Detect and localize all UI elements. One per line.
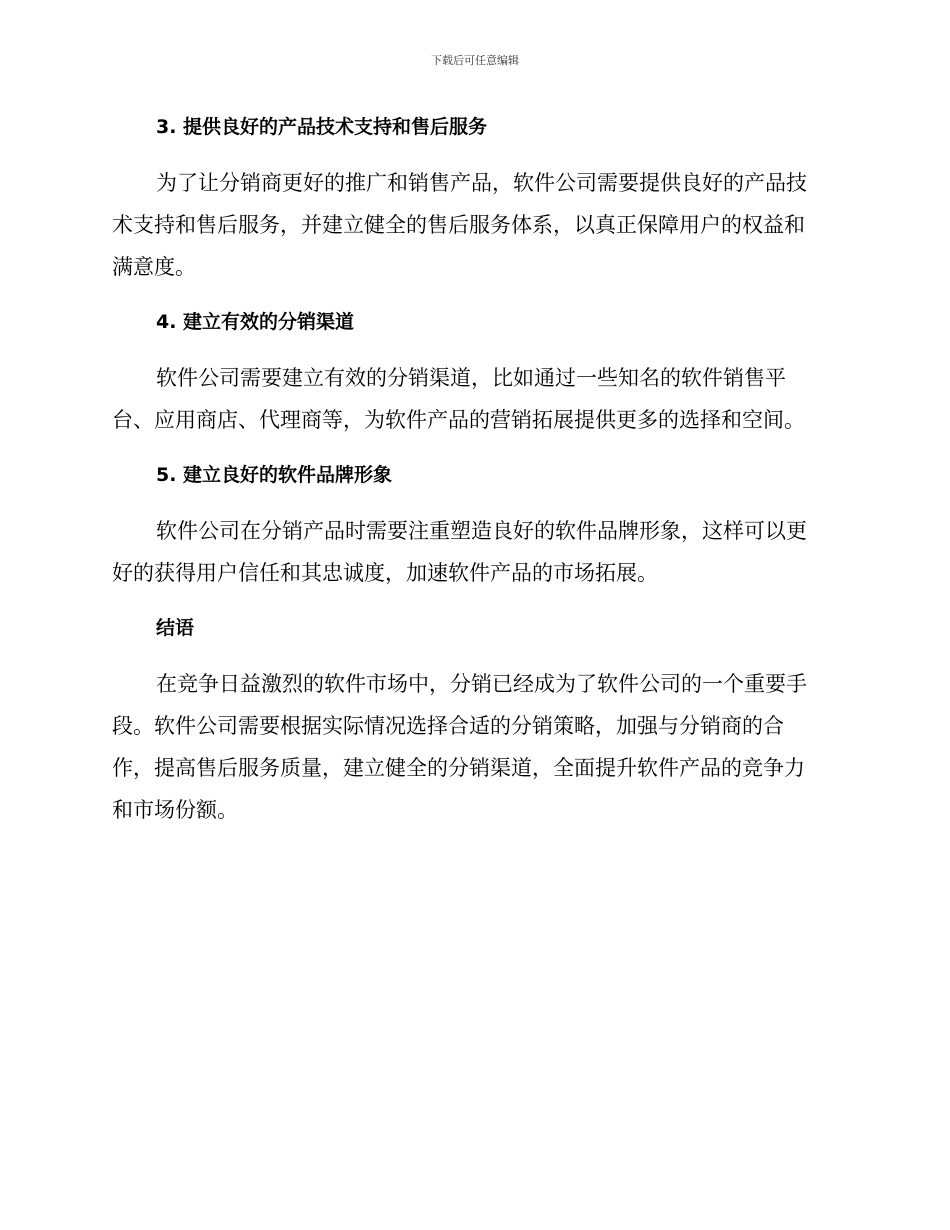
paragraph-line: 软件公司在分销产品时需要注重塑造良好的软件品牌形象，这样可以更 <box>156 519 807 543</box>
paragraph-line: 术支持和售后服务，并建立健全的售后服务体系，以真正保障用户的权益和 <box>112 213 805 237</box>
paragraph-line: 和市场份额。 <box>112 798 238 822</box>
paragraph-line: 作，提高售后服务质量，建立健全的分销渠道，全面提升软件产品的竞争力 <box>112 756 805 780</box>
page-header: 下载后可任意编辑 <box>431 54 519 67</box>
paragraph-line: 为了让分销商更好的推广和销售产品，软件公司需要提供良好的产品技 <box>156 171 807 195</box>
paragraph-line: 段。软件公司需要根据实际情况选择合适的分销策略，加强与分销商的合 <box>112 714 784 738</box>
paragraph-line: 满意度。 <box>112 255 196 279</box>
section-paragraph-3 <box>112 162 832 288</box>
section-paragraph-5 <box>112 510 832 594</box>
section-heading-4: 4. 建立有效的分销渠道 <box>156 311 355 333</box>
conclusion-heading: 结语 <box>156 617 195 639</box>
section-paragraph-4 <box>112 357 832 441</box>
section-heading-3: 3. 提供良好的产品技术支持和售后服务 <box>156 116 488 138</box>
paragraph-line: 好的获得用户信任和其忠诚度，加速软件产品的市场拓展。 <box>112 561 658 585</box>
paragraph-line: 在竞争日益激烈的软件市场中，分销已经成为了软件公司的一个重要手 <box>156 672 807 696</box>
paragraph-line: 台、应用商店、代理商等，为软件产品的营销拓展提供更多的选择和空间。 <box>112 408 805 432</box>
section-heading-5: 5. 建立良好的软件品牌形象 <box>156 464 393 486</box>
paragraph-line: 软件公司需要建立有效的分销渠道，比如通过一些知名的软件销售平 <box>156 366 786 390</box>
conclusion-paragraph <box>112 663 832 831</box>
document-body <box>112 108 832 831</box>
